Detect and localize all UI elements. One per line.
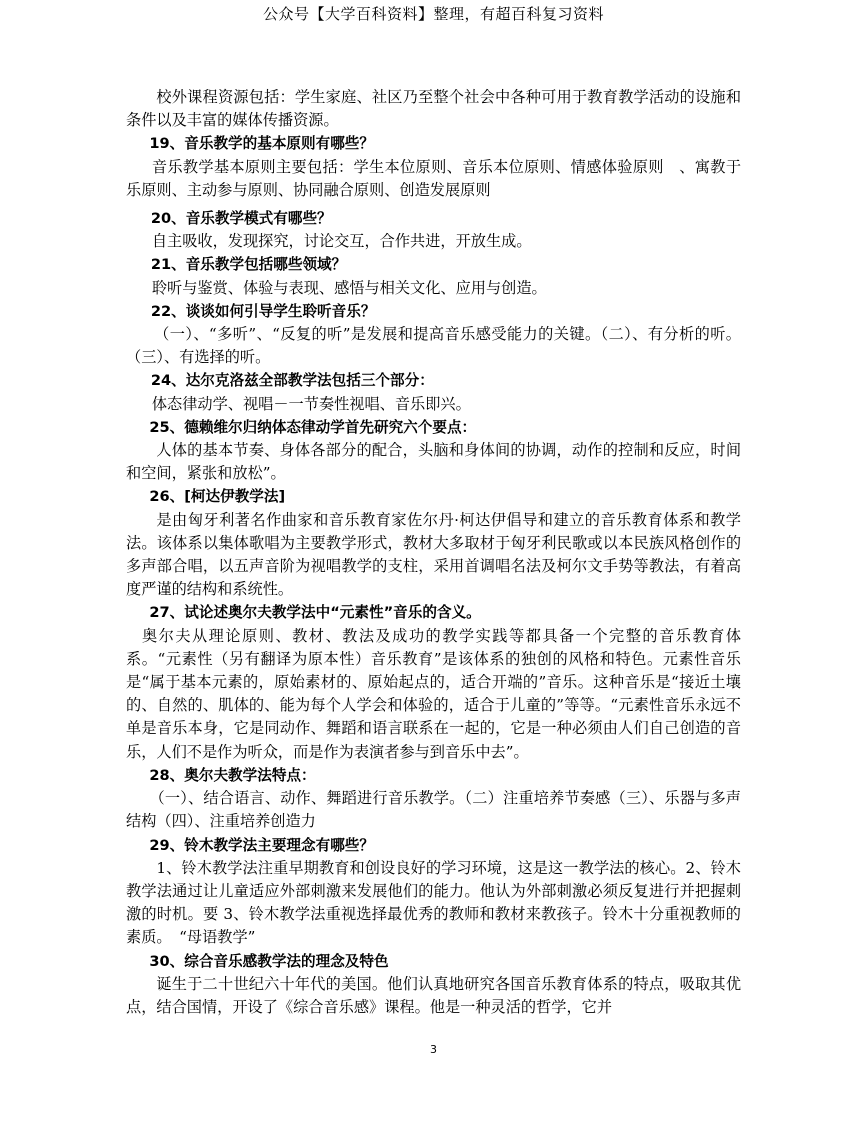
heading-q27: 27、试论述奥尔夫教学法中“元素性”音乐的含义。 — [149, 604, 481, 622]
paragraph-q25: 人体的基本节奏、身体各部分的配合，头脑和身体间的协调，动作的控制和反应，时间和空间，紧张和放松”。 — [126, 441, 741, 483]
paragraph-resources: 校外课程资源包括：学生家庭、社区乃至整个社会中各种可用于教育教学活动的设施和条件以及丰富的媒体传播资源。 — [126, 88, 741, 130]
heading-q22: 22、谈谈如何引导学生聆听音乐？ — [150, 302, 376, 320]
document-body — [126, 86, 741, 1019]
heading-q28: 28、奥尔夫教学法特点： — [149, 766, 316, 784]
paragraph-q26: 是由匈牙利著名作曲家和音乐教育家佐尔丹·柯达伊倡导和建立的音乐教育体系和教学法。该体系以集体歌唱为主要教学形式，教材大多取材于匈牙利民歌或以本民族风格创作的多声部合唱，以五声音阶为视唱教学的支柱，采用首调唱名法及柯尔文手势等教法，有着高度严谨的结构和系统性。 — [126, 510, 741, 599]
heading-q25: 25、德赖维尔归纳体态律动学首先研究六个要点： — [149, 418, 477, 436]
paragraph-q21: 聆听与鉴赏、体验与表现、感悟与相关文化、应用与创造。 — [151, 278, 547, 297]
paragraph-q24: 体态律动学、视唱－一节奏性视唱、音乐即兴。 — [151, 394, 471, 413]
page-number: 3 — [430, 1043, 437, 1056]
heading-q29: 29、铃木教学法主要理念有哪些？ — [149, 836, 374, 854]
paragraph-q20: 自主吸收，发现探究，讨论交互，合作共进，开放生成。 — [151, 232, 532, 251]
heading-q30: 30、综合音乐感教学法的理念及特色 — [149, 952, 389, 970]
paragraph-q27: 奥尔夫从理论原则、教材、教法及成功的教学实践等都具备一个完整的音乐教育体系。“元素性（另有翻译为原本性）音乐教育”是该体系的独创的风格和特色。元素性音乐是“属于基本元素的，原始素材的、原始起点的，适合开端的”音乐。这种音乐是“接近土壤的、自然的、肌体的、能为每个人学会和体验的，适合于儿童的”等等。“元素性音乐永远不单是音乐本身，它是同动作、舞蹈和语言联系在一起的，它是一种必须由人们自己创造的音乐，人们不是作为听众，而是作为表演者参与到音乐中去”。 — [126, 626, 741, 761]
paragraph-q28: （一）、结合语言、动作、舞蹈进行音乐教学。（二）注重培养节奏感（三）、乐器与多声结构（四）、注重培养创造力 — [126, 789, 741, 831]
heading-q24: 24、达尔克洛兹全部教学法包括三个部分： — [150, 372, 434, 390]
heading-q21: 21、音乐教学包括哪些领域？ — [150, 256, 347, 274]
paragraph-q22: （一）、“多听”、“反复的听”是发展和提高音乐感受能力的关键。（二）、有分析的听。（三）、有选择的听。 — [126, 325, 741, 367]
heading-q19: 19、音乐教学的基本原则有哪些？ — [149, 135, 374, 153]
paragraph-q30: 诞生于二十世纪六十年代的美国。他们认真地研究各国音乐教育体系的特点，吸取其优点，结合国情，开设了《综合音乐感》课程。他是一种灵活的哲学，它并 — [126, 974, 741, 1016]
paragraph-q19: 音乐教学基本原则主要包括：学生本位原则、音乐本位原则、情感体验原则 、寓教于乐原则、主动参与原则、协同融合原则、创造发展原则 — [126, 157, 741, 199]
heading-q26: 26、[柯达伊教学法] — [149, 488, 286, 506]
heading-q20: 20、音乐教学模式有哪些？ — [150, 210, 332, 228]
page-header: 公众号【大学百科资料】整理，有超百科复习资料 — [262, 5, 604, 23]
paragraph-q29: 1、铃木教学法注重早期教育和创设良好的学习环境，这是这一教学法的核心。2、铃木教学法通过让儿童适应外部刺激来发展他们的能力。他认为外部刺激必须反复进行并把握刺激的时机。要 3、铃木教学法重视选择最优秀的教师和教材来教孩子。铃木十分重视教师的素质。 “母语教学” — [126, 858, 741, 947]
